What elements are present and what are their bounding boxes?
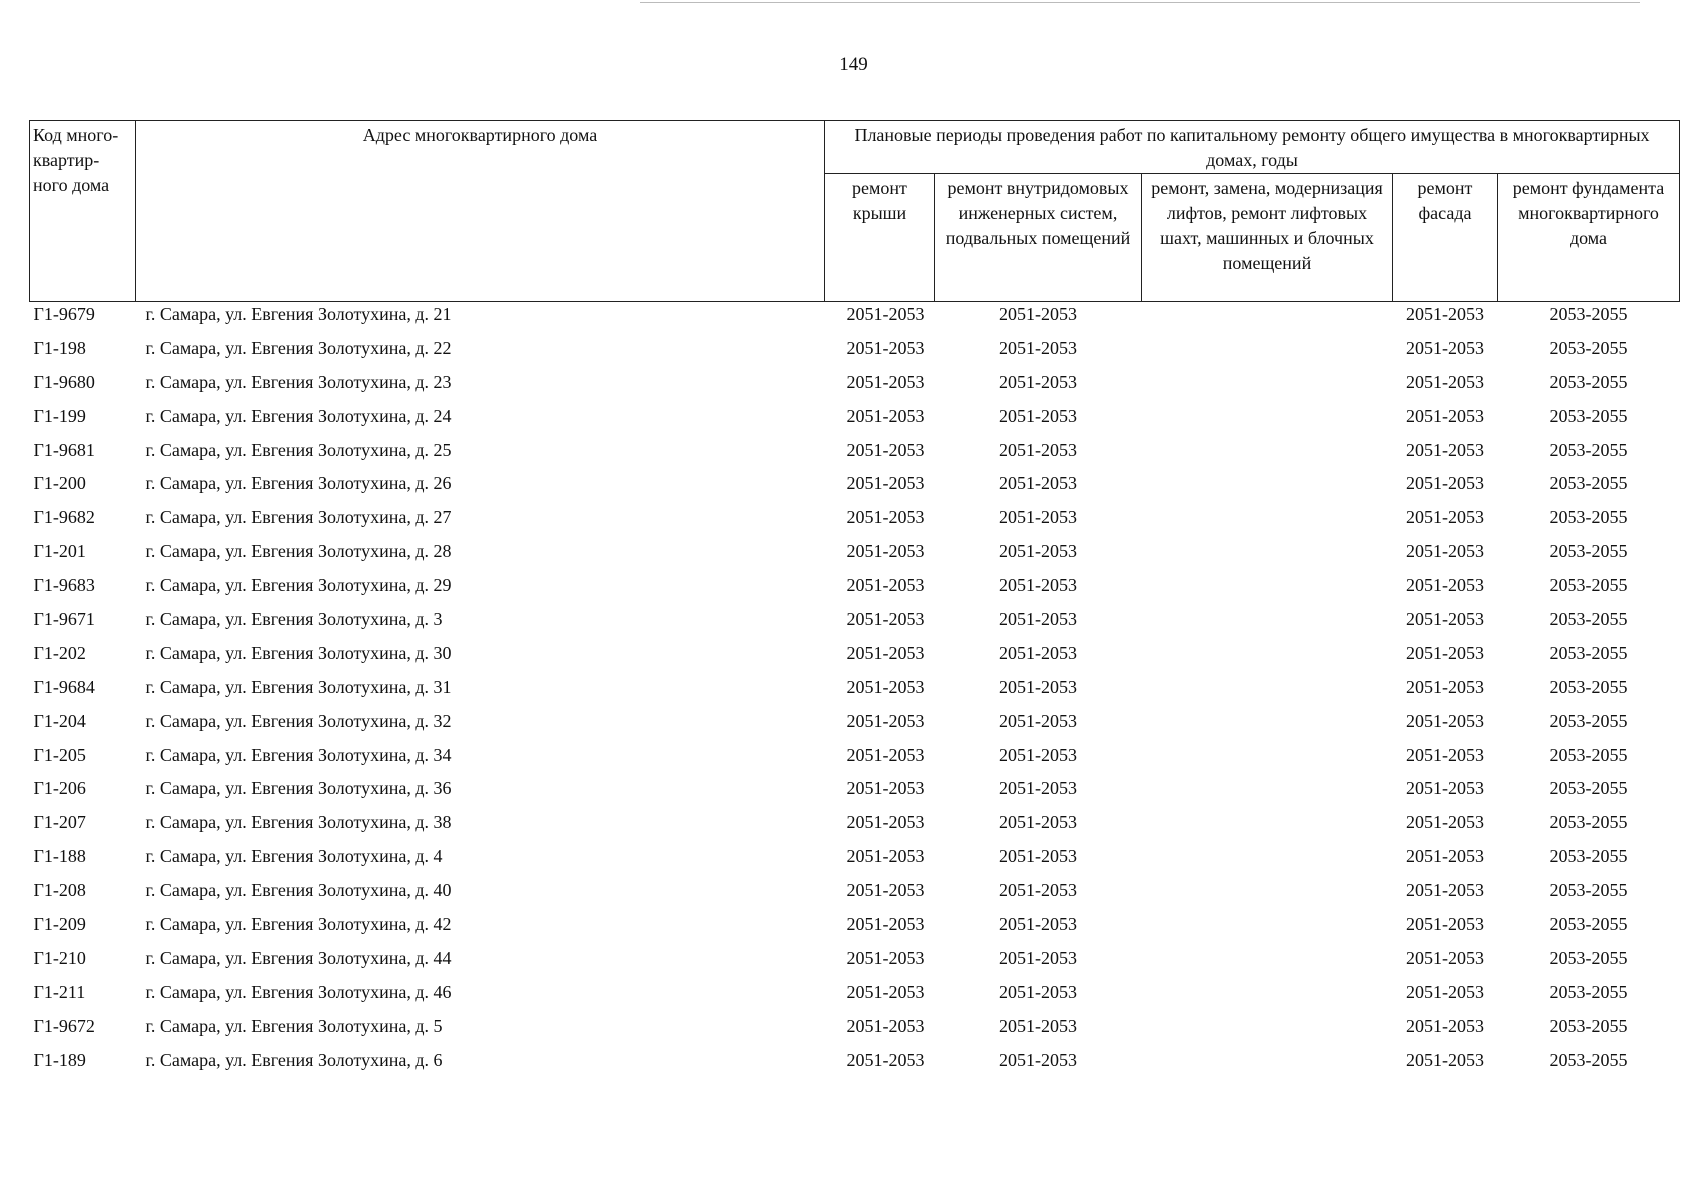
foundation-period-cell: 2053-2055 [1549,812,1628,833]
capital-repair-table [29,120,1680,1081]
table-row [30,912,1680,946]
engineering-period-cell: 2051-2053 [999,473,1077,494]
engineering-period-cell: 2051-2053 [999,304,1077,324]
address-cell: г. Самара, ул. Евгения Золотухина, д. 21 [145,304,452,324]
foundation-period-cell: 2053-2055 [1549,778,1628,799]
house-code-cell: Г1-208 [33,880,86,901]
lifts-period-cell [1142,505,1393,539]
lifts-period-cell [1142,302,1393,336]
lifts-period-cell [1142,776,1393,810]
roof-period-cell: 2051-2053 [846,507,925,528]
engineering-period-cell: 2051-2053 [999,642,1077,663]
foundation-period-cell: 2053-2055 [1549,710,1628,731]
foundation-period-cell: 2053-2055 [1549,1015,1628,1036]
facade-period-cell: 2051-2053 [1406,778,1484,799]
foundation-period-cell: 2053-2055 [1549,981,1628,1002]
facade-period-cell: 2051-2053 [1406,812,1484,833]
address-cell: г. Самара, ул. Евгения Золотухина, д. 23 [145,371,452,392]
roof-period-cell: 2051-2053 [846,609,925,630]
facade-period-cell: 2051-2053 [1406,710,1484,731]
address-cell: г. Самара, ул. Евгения Золотухина, д. 5 [145,1015,443,1036]
lifts-period-cell [1142,539,1393,573]
engineering-period-cell: 2051-2053 [999,371,1077,392]
roof-period-cell: 2051-2053 [846,710,925,731]
table-row [30,1014,1680,1048]
address-cell: г. Самара, ул. Евгения Золотухина, д. 29 [145,575,452,596]
table-row [30,709,1680,743]
house-code-cell: Г1-9681 [33,439,95,460]
roof-period-cell: 2051-2053 [846,914,925,935]
house-code-cell: Г1-9679 [33,304,95,324]
engineering-period-cell: 2051-2053 [999,439,1077,460]
roof-period-cell: 2051-2053 [846,405,925,426]
facade-period-cell: 2051-2053 [1406,473,1484,494]
header-facade: ремонт фасада [1393,174,1498,302]
roof-period-cell: 2051-2053 [846,676,925,697]
address-cell: г. Самара, ул. Евгения Золотухина, д. 4 [145,846,443,867]
address-cell: г. Самара, ул. Евгения Золотухина, д. 32 [145,710,452,731]
table-row [30,980,1680,1014]
facade-period-cell: 2051-2053 [1406,609,1484,630]
table-row [30,505,1680,539]
house-code-cell: Г1-9684 [33,676,95,697]
foundation-period-cell: 2053-2055 [1549,575,1628,596]
engineering-period-cell: 2051-2053 [999,676,1077,697]
lifts-period-cell [1142,438,1393,472]
facade-period-cell: 2051-2053 [1406,575,1484,596]
address-cell: г. Самара, ул. Евгения Золотухина, д. 25 [145,439,452,460]
house-code-cell: Г1-211 [33,981,86,1002]
house-code-cell: Г1-198 [33,337,86,358]
engineering-period-cell: 2051-2053 [999,880,1077,901]
foundation-period-cell: 2053-2055 [1549,609,1628,630]
house-code-cell: Г1-9682 [33,507,95,528]
address-cell: г. Самара, ул. Евгения Золотухина, д. 42 [145,914,452,935]
facade-period-cell: 2051-2053 [1406,541,1484,562]
house-code-cell: Г1-9671 [33,609,95,630]
roof-period-cell: 2051-2053 [846,880,925,901]
roof-period-cell: 2051-2053 [846,371,925,392]
facade-period-cell: 2051-2053 [1406,405,1484,426]
house-code-cell: Г1-209 [33,914,86,935]
lifts-period-cell [1142,675,1393,709]
facade-period-cell: 2051-2053 [1406,947,1484,968]
engineering-period-cell: 2051-2053 [999,846,1077,867]
table-row [30,743,1680,777]
lifts-period-cell [1142,878,1393,912]
house-code-cell: Г1-207 [33,812,86,833]
facade-period-cell: 2051-2053 [1406,371,1484,392]
engineering-period-cell: 2051-2053 [999,1015,1077,1036]
engineering-period-cell: 2051-2053 [999,812,1077,833]
lifts-period-cell [1142,810,1393,844]
house-code-cell: Г1-210 [33,947,86,968]
roof-period-cell: 2051-2053 [846,304,925,324]
foundation-period-cell: 2053-2055 [1549,846,1628,867]
engineering-period-cell: 2051-2053 [999,778,1077,799]
lifts-period-cell [1142,607,1393,641]
lifts-period-cell [1142,844,1393,878]
address-cell: г. Самара, ул. Евгения Золотухина, д. 22 [145,337,452,358]
lifts-period-cell [1142,336,1393,370]
table-row [30,1048,1680,1082]
foundation-period-cell: 2053-2055 [1549,642,1628,663]
lifts-period-cell [1142,370,1393,404]
address-cell: г. Самара, ул. Евгения Золотухина, д. 36 [145,778,452,799]
table-row [30,404,1680,438]
lifts-period-cell [1142,980,1393,1014]
address-cell: г. Самара, ул. Евгения Золотухина, д. 38 [145,812,452,833]
address-cell: г. Самара, ул. Евгения Золотухина, д. 31 [145,676,452,697]
engineering-period-cell: 2051-2053 [999,914,1077,935]
table-row [30,336,1680,370]
lifts-period-cell [1142,573,1393,607]
engineering-period-cell: 2051-2053 [999,575,1077,596]
table-row [30,878,1680,912]
house-code-cell: Г1-200 [33,473,86,494]
roof-period-cell: 2051-2053 [846,981,925,1002]
lifts-period-cell [1142,641,1393,675]
foundation-period-cell: 2053-2055 [1549,541,1628,562]
house-code-cell: Г1-188 [33,846,86,867]
house-code-cell: Г1-204 [33,710,86,731]
facade-period-cell: 2051-2053 [1406,1049,1484,1070]
foundation-period-cell: 2053-2055 [1549,947,1628,968]
header-lifts: ремонт, замена, модернизация лифтов, ремонт лифтовых шахт, машинных и блочных помещений [1142,174,1393,302]
engineering-period-cell: 2051-2053 [999,710,1077,731]
address-cell: г. Самара, ул. Евгения Золотухина, д. 26 [145,473,452,494]
table-row [30,946,1680,980]
roof-period-cell: 2051-2053 [846,812,925,833]
table-row [30,370,1680,404]
address-cell: г. Самара, ул. Евгения Золотухина, д. 40 [145,880,452,901]
house-code-cell: Г1-9680 [33,371,95,392]
engineering-period-cell: 2051-2053 [999,609,1077,630]
roof-period-cell: 2051-2053 [846,778,925,799]
address-cell: г. Самара, ул. Евгения Золотухина, д. 46 [145,981,452,1002]
lifts-period-cell [1142,946,1393,980]
house-code-cell: Г1-205 [33,744,86,765]
address-cell: г. Самара, ул. Евгения Золотухина, д. 3 [145,609,443,630]
roof-period-cell: 2051-2053 [846,575,925,596]
engineering-period-cell: 2051-2053 [999,405,1077,426]
roof-period-cell: 2051-2053 [846,1015,925,1036]
facade-period-cell: 2051-2053 [1406,880,1484,901]
foundation-period-cell: 2053-2055 [1549,304,1628,324]
header-code: Код много-квартир-ного дома [30,121,136,302]
engineering-period-cell: 2051-2053 [999,947,1077,968]
foundation-period-cell: 2053-2055 [1549,405,1628,426]
table-row [30,810,1680,844]
roof-period-cell: 2051-2053 [846,744,925,765]
facade-period-cell: 2051-2053 [1406,744,1484,765]
lifts-period-cell [1142,404,1393,438]
table-body [30,302,1680,1082]
lifts-period-cell [1142,709,1393,743]
header-engineering: ремонт внутридомовых инженерных систем, подвальных помещений [935,174,1142,302]
lifts-period-cell [1142,471,1393,505]
house-code-cell: Г1-9683 [33,575,95,596]
facade-period-cell: 2051-2053 [1406,507,1484,528]
foundation-period-cell: 2053-2055 [1549,1049,1628,1070]
house-code-cell: Г1-9672 [33,1015,95,1036]
header-address: Адрес многоквартирного дома [136,121,825,302]
facade-period-cell: 2051-2053 [1406,914,1484,935]
engineering-period-cell: 2051-2053 [999,541,1077,562]
roof-period-cell: 2051-2053 [846,337,925,358]
table-row [30,302,1680,336]
address-cell: г. Самара, ул. Евгения Золотухина, д. 30 [145,642,452,663]
header-roof: ремонт крыши [825,174,935,302]
house-code-cell: Г1-189 [33,1049,86,1070]
table-row [30,675,1680,709]
header-periods: Плановые периоды проведения работ по капитальному ремонту общего имущества в многоквартирных домах, годы [825,121,1680,174]
foundation-period-cell: 2053-2055 [1549,507,1628,528]
foundation-period-cell: 2053-2055 [1549,914,1628,935]
lifts-period-cell [1142,1048,1393,1082]
roof-period-cell: 2051-2053 [846,541,925,562]
table-row [30,776,1680,810]
roof-period-cell: 2051-2053 [846,439,925,460]
engineering-period-cell: 2051-2053 [999,1049,1077,1070]
facade-period-cell: 2051-2053 [1406,676,1484,697]
house-code-cell: Г1-201 [33,541,86,562]
engineering-period-cell: 2051-2053 [999,507,1077,528]
house-code-cell: Г1-202 [33,642,86,663]
foundation-period-cell: 2053-2055 [1549,744,1628,765]
address-cell: г. Самара, ул. Евгения Золотухина, д. 44 [145,947,452,968]
address-cell: г. Самара, ул. Евгения Золотухина, д. 27 [145,507,452,528]
table-row [30,471,1680,505]
roof-period-cell: 2051-2053 [846,1049,925,1070]
roof-period-cell: 2051-2053 [846,642,925,663]
roof-period-cell: 2051-2053 [846,473,925,494]
roof-period-cell: 2051-2053 [846,846,925,867]
header-foundation: ремонт фундамента многоквартирного дома [1498,174,1680,302]
table-header [30,121,1680,302]
table-row [30,539,1680,573]
facade-period-cell: 2051-2053 [1406,642,1484,663]
lifts-period-cell [1142,1014,1393,1048]
address-cell: г. Самара, ул. Евгения Золотухина, д. 6 [145,1049,443,1070]
engineering-period-cell: 2051-2053 [999,337,1077,358]
foundation-period-cell: 2053-2055 [1549,439,1628,460]
facade-period-cell: 2051-2053 [1406,981,1484,1002]
facade-period-cell: 2051-2053 [1406,304,1484,324]
address-cell: г. Самара, ул. Евгения Золотухина, д. 28 [145,541,452,562]
table-row [30,573,1680,607]
table-row [30,641,1680,675]
facade-period-cell: 2051-2053 [1406,337,1484,358]
lifts-period-cell [1142,743,1393,777]
lifts-period-cell [1142,912,1393,946]
facade-period-cell: 2051-2053 [1406,439,1484,460]
table-row [30,844,1680,878]
facade-period-cell: 2051-2053 [1406,846,1484,867]
page-number: 149 [839,54,868,75]
foundation-period-cell: 2053-2055 [1549,473,1628,494]
house-code-cell: Г1-199 [33,405,86,426]
scan-edge-line [640,2,1640,3]
roof-period-cell: 2051-2053 [846,947,925,968]
facade-period-cell: 2051-2053 [1406,1015,1484,1036]
table-row [30,607,1680,641]
foundation-period-cell: 2053-2055 [1549,337,1628,358]
address-cell: г. Самара, ул. Евгения Золотухина, д. 34 [145,744,452,765]
foundation-period-cell: 2053-2055 [1549,371,1628,392]
table-row [30,438,1680,472]
engineering-period-cell: 2051-2053 [999,744,1077,765]
foundation-period-cell: 2053-2055 [1549,880,1628,901]
foundation-period-cell: 2053-2055 [1549,676,1628,697]
house-code-cell: Г1-206 [33,778,86,799]
engineering-period-cell: 2051-2053 [999,981,1077,1002]
address-cell: г. Самара, ул. Евгения Золотухина, д. 24 [145,405,452,426]
